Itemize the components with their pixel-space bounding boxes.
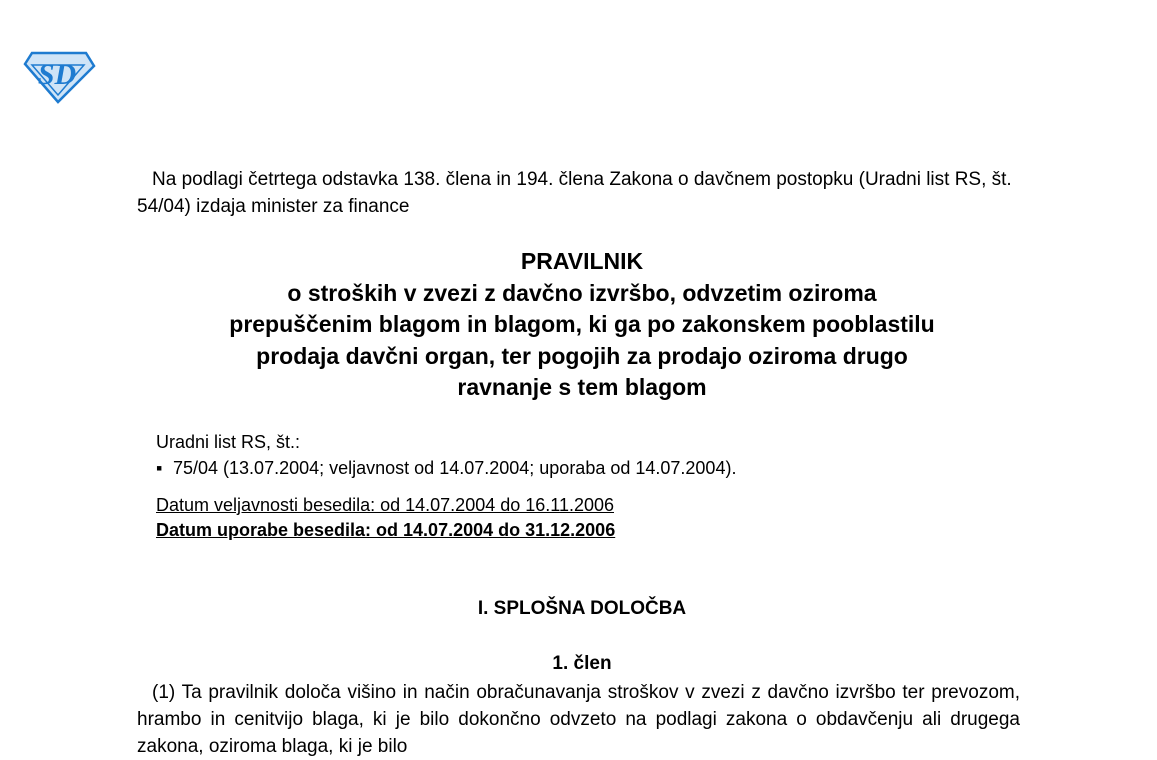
gazette-label: Uradni list RS, št.: xyxy=(156,432,301,452)
document-title xyxy=(137,246,1027,404)
section-title: I. SPLOŠNA DOLOČBA xyxy=(477,598,687,619)
gazette-reference xyxy=(156,429,1026,481)
title-line: o stroških v zvezi z davčno izvršbo, odvzetim oziroma xyxy=(287,279,877,306)
application-date-link[interactable]: Datum uporabe besedila: od 14.07.2004 do 31.12.2006 xyxy=(156,520,616,540)
title-line: prodaja davčni organ, ter pogojih za prodajo oziroma drugo xyxy=(256,342,908,369)
title-line: ravnanje s tem blagom xyxy=(457,374,707,400)
bullet-icon: ▪ xyxy=(156,458,163,478)
title-heading: PRAVILNIK xyxy=(520,248,644,274)
gazette-entry xyxy=(156,455,1026,481)
svg-text:SD: SD xyxy=(37,58,77,91)
sd-logo-icon xyxy=(22,48,96,104)
intro-paragraph: Na podlagi četrtega odstavka 138. člena in 194. člena Zakona o davčnem postopku (Uradni list RS, št. 54/04) izdaja minister za finance xyxy=(137,169,1012,217)
validity-date-link[interactable]: Datum veljavnosti besedila: od 14.07.2004 do 16.11.2006 xyxy=(156,495,614,515)
title-line: prepuščenim blagom in blagom, ki ga po zakonskem pooblastilu xyxy=(229,311,935,337)
article-title: 1. člen xyxy=(552,653,612,674)
validity-dates xyxy=(156,493,1026,543)
article-paragraph: (1) Ta pravilnik določa višino in način obračunavanja stroškov v zvezi z davčno izvršbo ter prevozom, hrambo in cenitvijo blaga, ki je bilo dokončno odvzeto na podlagi zakona o obdavčenju ali drugega zakona, oziroma blaga, ki je bilo xyxy=(137,682,1020,757)
gazette-entry-text: 75/04 (13.07.2004; veljavnost od 14.07.2004; uporaba od 14.07.2004). xyxy=(173,458,737,478)
